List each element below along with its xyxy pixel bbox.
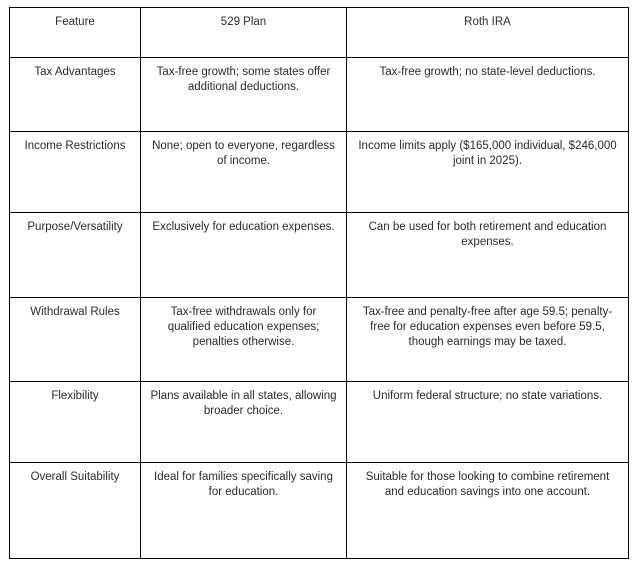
cell-529-flexibility: Plans available in all states, allowing broader choice. — [141, 382, 347, 463]
table-header-row — [10, 8, 629, 58]
column-header-feature: Feature — [10, 8, 141, 58]
table-body — [10, 58, 629, 559]
cell-529-withdrawal-rules: Tax-free withdrawals only for qualified education expenses; penalties otherwise. — [141, 298, 347, 382]
row-label-flexibility: Flexibility — [10, 382, 141, 463]
table-row — [10, 463, 629, 559]
row-label-purpose-versatility: Purpose/Versatility — [10, 213, 141, 298]
cell-roth-purpose-versatility: Can be used for both retirement and education expenses. — [347, 213, 629, 298]
row-label-overall-suitability: Overall Suitability — [10, 463, 141, 559]
comparison-table-container — [9, 7, 628, 558]
cell-roth-overall-suitability: Suitable for those looking to combine retirement and education savings into one account. — [347, 463, 629, 559]
table-row — [10, 132, 629, 213]
cell-529-income-restrictions: None; open to everyone, regardless of income. — [141, 132, 347, 213]
cell-roth-withdrawal-rules: Tax-free and penalty-free after age 59.5; penalty-free for education expenses even before 59.5, though earnings may be taxed. — [347, 298, 629, 382]
cell-529-tax-advantages: Tax-free growth; some states offer additional deductions. — [141, 58, 347, 132]
cell-529-purpose-versatility: Exclusively for education expenses. — [141, 213, 347, 298]
column-header-529-plan: 529 Plan — [141, 8, 347, 58]
table-header — [10, 8, 629, 58]
table-row — [10, 213, 629, 298]
cell-roth-flexibility: Uniform federal structure; no state variations. — [347, 382, 629, 463]
table-row — [10, 382, 629, 463]
cell-529-overall-suitability: Ideal for families specifically saving for education. — [141, 463, 347, 559]
table-row — [10, 58, 629, 132]
cell-roth-income-restrictions: Income limits apply ($165,000 individual, $246,000 joint in 2025). — [347, 132, 629, 213]
comparison-table — [9, 7, 629, 559]
row-label-income-restrictions: Income Restrictions — [10, 132, 141, 213]
row-label-tax-advantages: Tax Advantages — [10, 58, 141, 132]
row-label-withdrawal-rules: Withdrawal Rules — [10, 298, 141, 382]
column-header-roth-ira: Roth IRA — [347, 8, 629, 58]
cell-roth-tax-advantages: Tax-free growth; no state-level deductions. — [347, 58, 629, 132]
table-row — [10, 298, 629, 382]
